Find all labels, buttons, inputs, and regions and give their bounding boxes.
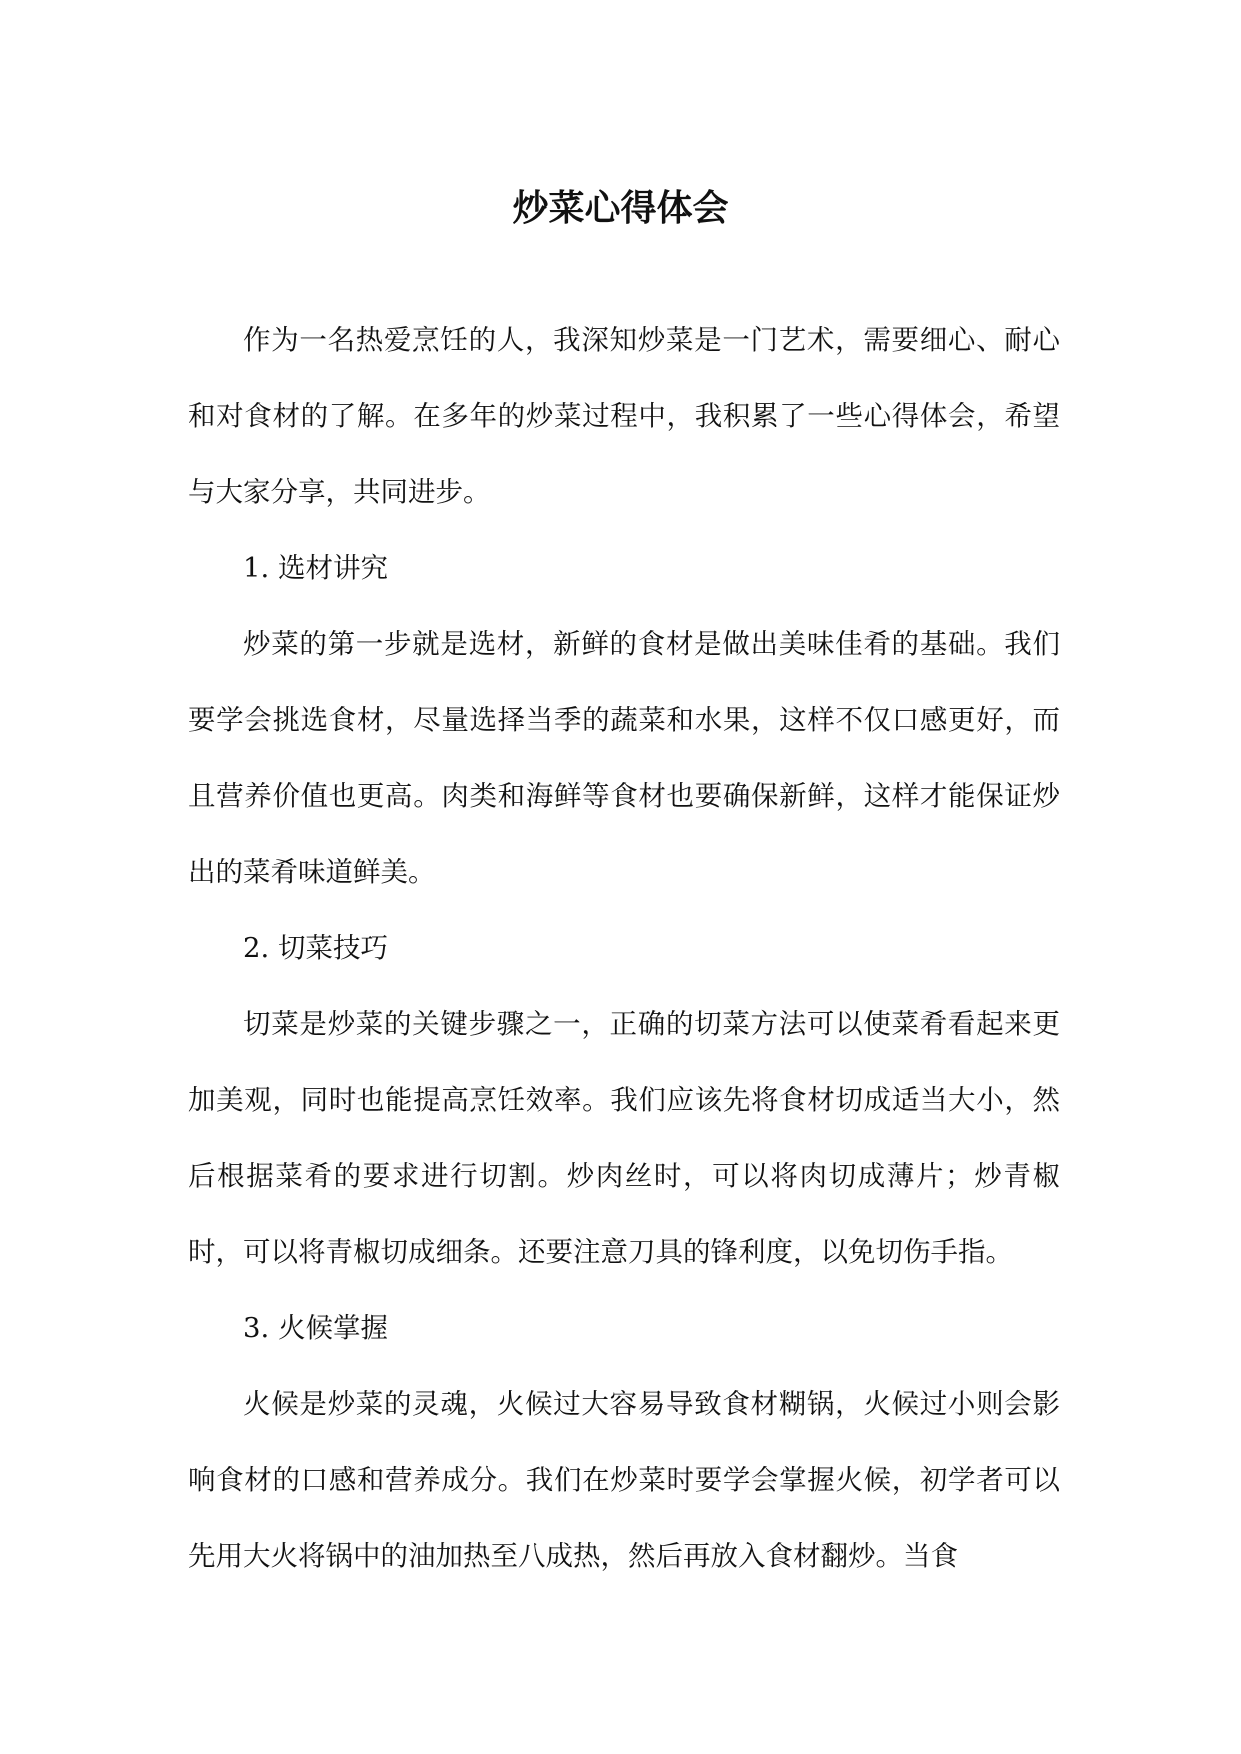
- section-paragraph-1: 炒菜的第一步就是选材，新鲜的食材是做出美味佳肴的基础。我们要学会挑选食材，尽量选择当季的蔬菜和水果，这样不仅口感更好，而且营养价值也更高。肉类和海鲜等食材也要确保新鲜，这样才能保证炒出的菜肴味道鲜美。: [188, 628, 1060, 888]
- document-body: [188, 302, 1060, 1594]
- section-paragraph-2: 切菜是炒菜的关键步骤之一，正确的切菜方法可以使菜肴看起来更加美观，同时也能提高烹饪效率。我们应该先将食材切成适当大小，然后根据菜肴的要求进行切割。炒肉丝时，可以将肉切成薄片；炒青椒时，可以将青椒切成细条。还要注意刀具的锋利度，以免切伤手指。: [188, 1008, 1060, 1268]
- section-heading-1: 1. 选材讲究: [243, 552, 388, 584]
- section-heading-2: 2. 切菜技巧: [243, 932, 388, 964]
- intro-paragraph: 作为一名热爱烹饪的人，我深知炒菜是一门艺术，需要细心、耐心和对食材的了解。在多年的炒菜过程中，我积累了一些心得体会，希望与大家分享，共同进步。: [188, 324, 1060, 508]
- document-title: 炒菜心得体会: [512, 187, 729, 229]
- section-paragraph-3: 火候是炒菜的灵魂，火候过大容易导致食材糊锅，火候过小则会影响食材的口感和营养成分。我们在炒菜时要学会掌握火候，初学者可以先用大火将锅中的油加热至八成热，然后再放入食材翻炒。当食: [188, 1388, 1060, 1572]
- section-heading-3: 3. 火候掌握: [243, 1312, 388, 1344]
